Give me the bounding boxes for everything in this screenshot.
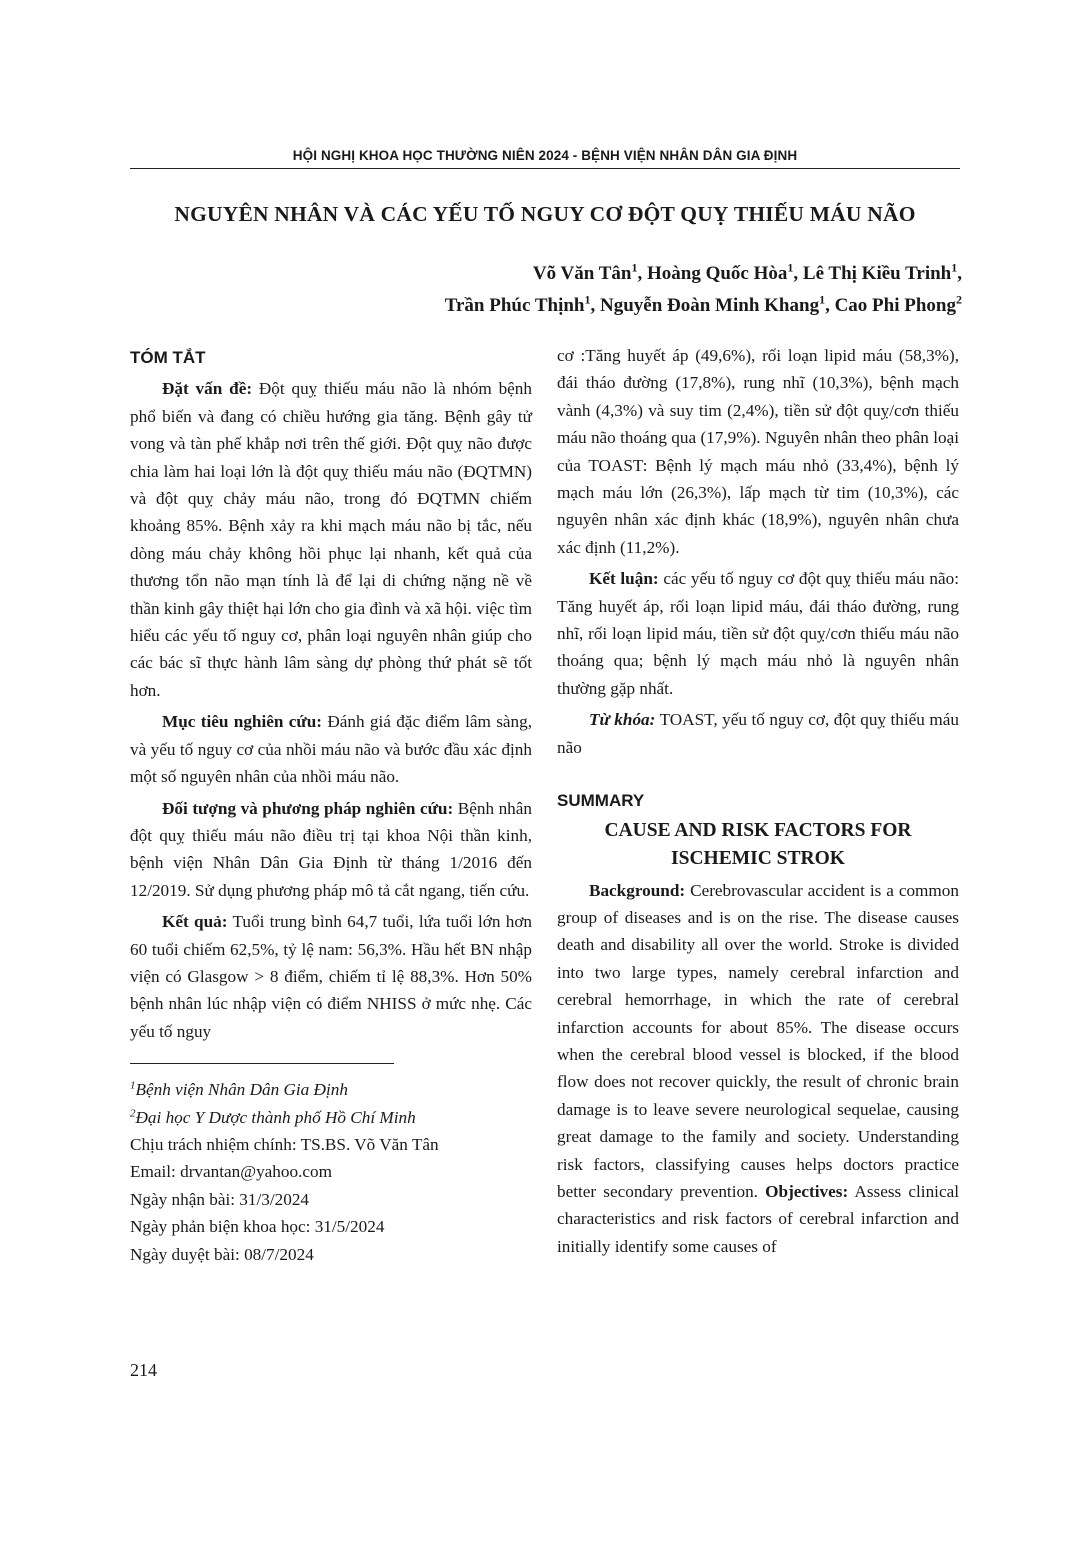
footnote-received: Ngày nhận bài: 31/3/2024: [130, 1189, 310, 1209]
summary-background: [557, 877, 959, 1261]
affiliation-mark: 1: [130, 1079, 136, 1092]
affiliation-mark: 2: [130, 1106, 136, 1119]
right-column: [557, 342, 959, 1264]
affiliation-text: Đại học Y Dược thành phố Hồ Chí Minh: [135, 1107, 416, 1127]
author-name: Lê Thị Kiều Trinh: [802, 263, 952, 284]
author-name: Trần Phúc Thịnh: [444, 295, 585, 316]
author-name: Cao Phi Phong: [834, 295, 956, 316]
author-affiliation-mark: 1: [819, 292, 826, 307]
footnote-divider: [130, 1063, 394, 1064]
footnote-responsible: Chịu trách nhiệm chính: TS.BS. Võ Văn Tân: [130, 1134, 439, 1154]
abstract-conclusion: [557, 565, 959, 702]
results-text: Tuổi trung bình 64,7 tuổi, lứa tuổi lớn hơn 60 tuổi chiếm 62,5%, tỷ lệ nam: 56,3%. Hầu hết BN nhập viện có Glasgow > 8 điểm, chiếm tỉ lệ 88,3%. Hơn 50% bệnh nhân lúc nhập viện có điểm NHISS ở mức nhẹ. Các yếu tố nguy: [130, 912, 533, 1041]
author-affiliation-mark: 2: [956, 292, 962, 307]
author-separator: ,: [637, 263, 647, 284]
author-affiliation-mark: 1: [631, 260, 638, 275]
affiliation-text: Bệnh viện Nhân Dân Gia Định: [135, 1080, 348, 1100]
footnote-affiliation-1: [130, 1076, 532, 1103]
objectives-label-en: Objectives:: [765, 1181, 849, 1201]
english-title: [557, 817, 959, 873]
summary-heading: SUMMARY: [557, 791, 645, 811]
author-affiliation-mark: 1: [951, 260, 958, 275]
author-separator: ,: [825, 295, 835, 316]
abstract-results-continued: cơ :Tăng huyết áp (49,6%), rối loạn lipid máu (58,3%), đái tháo đường (17,8%), rung nhĩ (10,3%), bệnh mạch vành (4,3%) và suy tim (2,4%), tiền sử đột quỵ/cơn thiếu máu não thoáng qua (17,9%). Nguyên nhân theo phân loại của TOAST: Bệnh lý mạch máu nhỏ (33,4%), bệnh lý mạch máu lớn (26,3%), lấp mạch từ tim (10,3%), các nguyên nhân xác định khác (18,9%), nguyên nhân chưa xác định (11,2%).: [557, 346, 959, 557]
footnote-affiliation-2: [130, 1104, 532, 1131]
author-list: [202, 258, 962, 322]
footnotes: [130, 1076, 532, 1268]
author-affiliation-mark: 1: [787, 260, 794, 275]
english-title-line-2: ISCHEMIC STROK: [671, 847, 845, 869]
author-line-1: [202, 258, 962, 290]
author-affiliation-mark: 1: [584, 292, 591, 307]
footnote-accepted: Ngày duyệt bài: 08/7/2024: [130, 1244, 314, 1264]
abstract-methods: [130, 795, 532, 905]
objective-label: Mục tiêu nghiên cứu:: [162, 712, 322, 732]
conclusion-label: Kết luận:: [589, 569, 659, 589]
background-label-en: Background:: [589, 880, 686, 900]
keywords-label: Từ khóa:: [589, 710, 656, 730]
author-separator: ,: [590, 295, 600, 316]
abstract-heading: TÓM TẮT: [130, 348, 206, 367]
abstract-keywords: [557, 706, 959, 761]
paper-title: NGUYÊN NHÂN VÀ CÁC YẾU TỐ NGUY CƠ ĐỘT QUỴ THIẾU MÁU NÃO: [174, 202, 916, 226]
methods-label: Đối tượng và phương pháp nghiên cứu:: [162, 798, 454, 818]
objectives-text-en: Assess clinical characteristics and risk factors of cerebral infarction and initially identify some causes of: [557, 1181, 959, 1256]
header-divider: [130, 168, 960, 169]
background-text-en: Cerebrovascular accident is a common group of diseases and is on the rise. The disease causes death and disability all over the world. Stroke is divided into two large types, namely cerebral infarction and cerebral hemorrhage, in which the rate of cerebral infarction accounts for about 85%. The disease occurs when the cerebral blood vessel is blocked, if the blood flow does not recover quickly, the result of chronic brain damage is to leave severe neurological sequelae, causing great damage to the family and society. Understanding risk factors, classifying causes helps doctors practice better secondary prevention.: [557, 880, 959, 1201]
abstract-results: [130, 908, 532, 1045]
footnote-email: Email: drvantan@yahoo.com: [130, 1162, 332, 1182]
objective-text: Đánh giá đặc điểm lâm sàng, và yếu tố nguy cơ của nhồi máu não và bước đầu xác định một số nguyên nhân của nhồi máu não.: [130, 712, 532, 787]
footnote-reviewed: Ngày phản biện khoa học: 31/5/2024: [130, 1217, 385, 1237]
english-title-line-1: CAUSE AND RISK FACTORS FOR: [604, 819, 912, 841]
abstract-background: [130, 375, 532, 704]
author-separator: ,: [957, 263, 962, 284]
methods-text: Bệnh nhân đột quỵ thiếu máu não điều trị tại khoa Nội thần kinh, bệnh viện Nhân Dân Gia Định từ tháng 1/2016 đến 12/2019. Sử dụng phương pháp mô tả cắt ngang, tiến cứu.: [130, 798, 532, 900]
conclusion-text: các yếu tố nguy cơ đột quỵ thiếu máu não: Tăng huyết áp, rối loạn lipid máu, đái tháo đường, rung nhĩ, rối loạn lipid máu, tiền sử đột quỵ/cơn thiếu máu não thoáng qua; bệnh lý mạch máu nhỏ là nguyên nhân thường gặp nhất.: [557, 569, 959, 698]
abstract-objective: [130, 708, 532, 790]
author-name: Võ Văn Tân: [532, 263, 632, 284]
running-header: HỘI NGHỊ KHOA HỌC THƯỜNG NIÊN 2024 - BỆNH VIỆN NHÂN DÂN GIA ĐỊNH: [292, 148, 798, 163]
results-label: Kết quả:: [162, 912, 228, 932]
author-name: Hoàng Quốc Hòa: [646, 263, 788, 284]
keywords-text: TOAST, yếu tố nguy cơ, đột quỵ thiếu máu não: [557, 710, 959, 757]
left-column: [130, 342, 532, 1268]
background-text: Đột quỵ thiếu máu não là nhóm bệnh phổ biến và đang có chiều hướng gia tăng. Bệnh gây tử vong và tàn phế khắp nơi trên thế giới. Đột quỵ não được chia làm hai loại lớn là đột quỵ thiếu máu não (ĐQTMN) và đột quỵ chảy máu não, trong đó ĐQTMN chiếm khoảng 85%. Bệnh xảy ra khi mạch máu não bị tắc, nếu dòng máu chảy không hồi phục lại nhanh, kết quả của thương tổn não mạn tính là để lại di chứng nặng nề về thần kinh gây thiệt hại lớn cho gia đình và xã hội. việc tìm hiểu các yếu tố nguy cơ, phân loại nguyên nhân giúp cho các bác sĩ thực hành lâm sàng dự phòng thứ phát sẽ tốt hơn.: [130, 379, 532, 700]
author-separator: ,: [793, 263, 803, 284]
background-label: Đặt vấn đề:: [162, 379, 253, 399]
author-name: Nguyễn Đoàn Minh Khang: [599, 295, 820, 316]
author-line-2: [202, 290, 962, 322]
page-number: 214: [130, 1360, 157, 1380]
